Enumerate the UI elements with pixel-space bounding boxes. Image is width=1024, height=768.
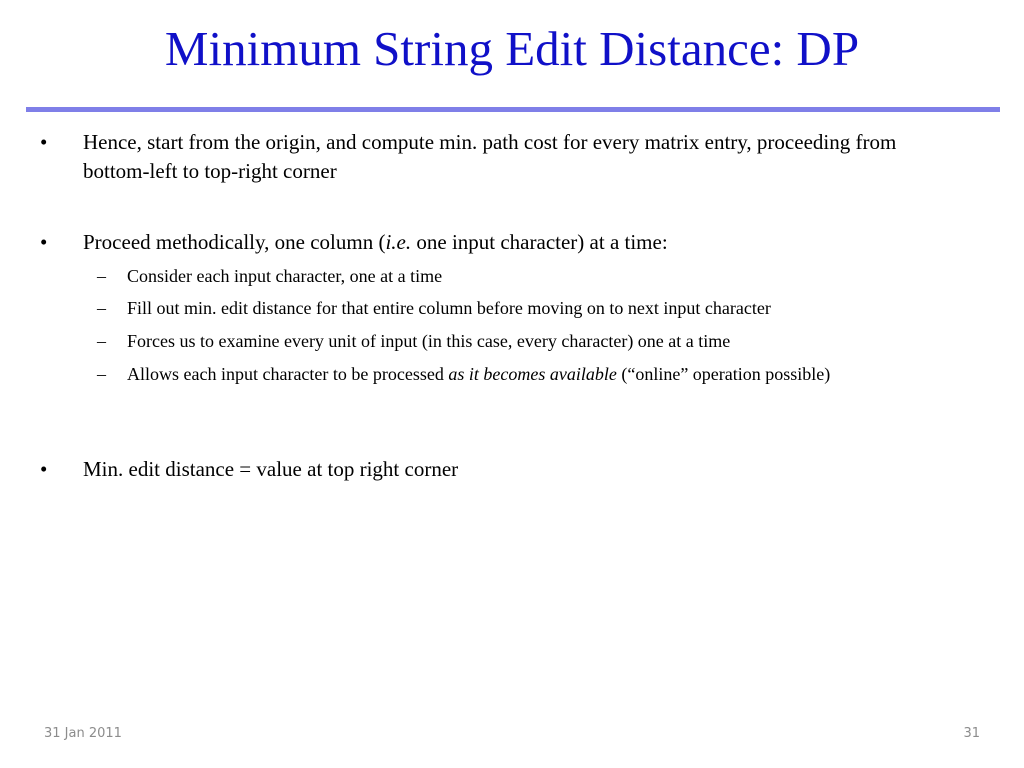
dash-marker: – — [97, 364, 106, 384]
sub-bullet-text: Fill out min. edit distance for that entire column before moving on to next input character — [127, 298, 771, 318]
bullet-text-part: one input character) at a time: — [411, 230, 668, 254]
sub-bullet-text-part: (“online” operation possible) — [616, 364, 831, 384]
slide-title: Minimum String Edit Distance: DP — [164, 21, 860, 76]
dash-marker: – — [97, 266, 106, 286]
bullet-marker: • — [40, 457, 48, 481]
bullet-marker: • — [40, 130, 48, 154]
sub-bullet-text: Forces us to examine every unit of input (in this case, every character) one at a time — [127, 331, 731, 351]
bullet-text: Hence, start from the origin, and compute min. path cost for every matrix entry, proceeding from bottom-left to top-right corner — [83, 130, 897, 183]
sub-bullet-text-part: Allows each input character to be processed — [127, 364, 449, 384]
bullet-text: Min. edit distance = value at top right corner — [83, 457, 459, 481]
bullet-marker: • — [40, 230, 48, 254]
sub-bullet-text: Consider each input character, one at a time — [127, 266, 443, 286]
sub-bullet-text-italic: as it becomes available — [448, 364, 617, 384]
bullet-text-part: Proceed methodically, one column ( — [83, 230, 386, 254]
dash-marker: – — [97, 298, 106, 318]
bullet-text — [83, 228, 953, 257]
bullet-text-italic: i.e. — [385, 230, 412, 254]
dash-marker: – — [97, 331, 106, 351]
sub-bullet-text — [127, 361, 927, 388]
footer-date: 31 Jan 2011 — [44, 726, 122, 741]
footer-page-number: 31 — [963, 726, 980, 741]
